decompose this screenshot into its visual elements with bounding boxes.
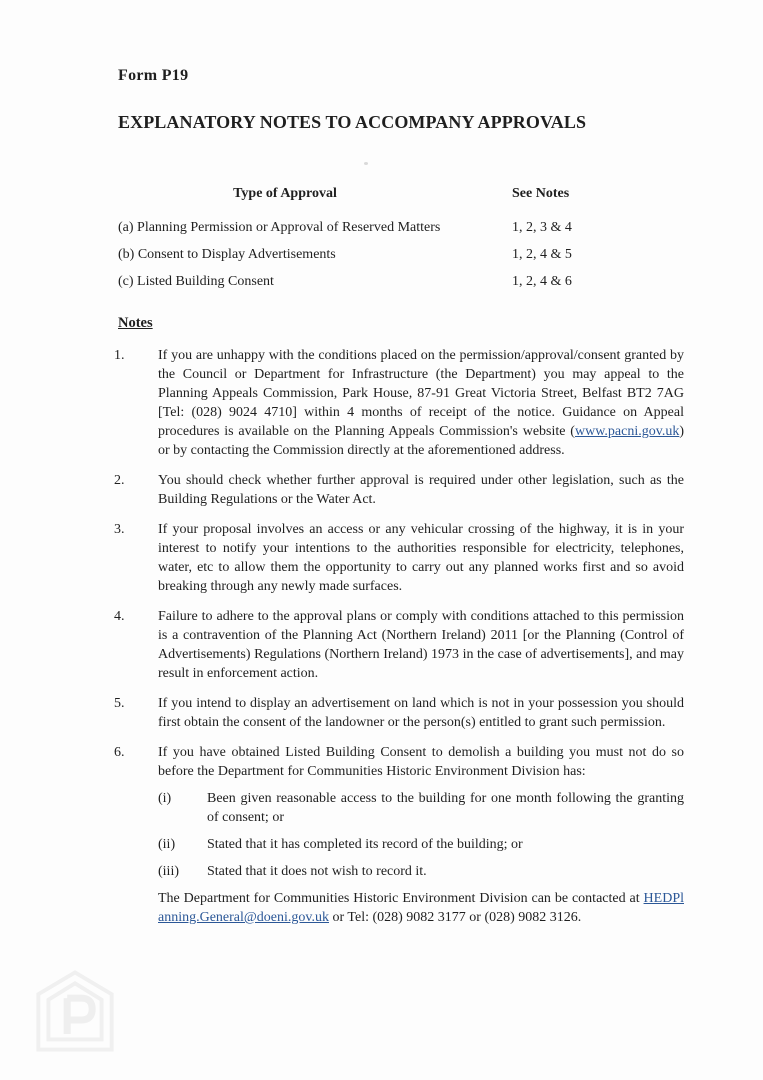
subitem-text: Stated that it does not wish to record it. xyxy=(207,864,427,879)
note-text xyxy=(158,346,684,460)
note-text: If you have obtained Listed Building Consent to demolish a building you must not do so before the Department for Communities Historic Environment Division has: xyxy=(158,745,684,779)
note-text: If you intend to display an advertisement on land which is not in your possession you should first obtain the consent of the landowner or the person(s) entitled to grant such permission. xyxy=(158,696,684,730)
note-number: 5. xyxy=(114,696,125,711)
approval-row-c xyxy=(118,272,684,291)
approval-type-cell: (b) Consent to Display Advertisements xyxy=(118,247,336,262)
note-number: 4. xyxy=(114,609,125,624)
see-notes-cell: 1, 2, 4 & 6 xyxy=(512,274,572,289)
note-text: You should check whether further approval is required under other legislation, such as the Building Regulations or the Water Act. xyxy=(158,473,684,507)
note-body xyxy=(158,743,684,927)
hed-email-link[interactable]: HEDPlanning.General@doeni.gov.uk xyxy=(158,891,684,925)
subitem-label: (i) xyxy=(158,791,172,806)
note-item-3 xyxy=(114,520,684,596)
document-title: EXPLANATORY NOTES TO ACCOMPANY APPROVALS xyxy=(118,112,587,132)
approval-row-a xyxy=(118,218,684,237)
subitem-text: Been given reasonable access to the building for one month following the granting of consent; or xyxy=(207,791,684,825)
column-header-type-of-approval: Type of Approval xyxy=(233,186,337,201)
note-6-contact-paragraph xyxy=(158,889,684,927)
see-notes-cell: 1, 2, 4 & 5 xyxy=(512,247,572,262)
note-text-segment: or Tel: (028) 9082 3177 or (028) 9082 3126. xyxy=(329,910,582,925)
note-number: 1. xyxy=(114,348,125,363)
approval-table-header-row xyxy=(118,184,684,203)
note-item-6 xyxy=(114,743,684,927)
note-subitem-iii xyxy=(158,862,684,881)
subitem-text: Stated that it has completed its record of the building; or xyxy=(207,837,523,852)
notes-heading: Notes xyxy=(118,315,153,331)
approval-type-cell: (a) Planning Permission or Approval of Reserved Matters xyxy=(118,220,441,235)
note-subitem-i xyxy=(158,789,684,827)
approval-table xyxy=(118,184,684,291)
note-text: Failure to adhere to the approval plans or comply with conditions attached to this permission is a contravention of the Planning Act (Northern Ireland) 2011 [or the Planning (Control of Advertisements) Regulations (Northern Ireland) 1973 in the case of advertisements], and may result in enforcement action. xyxy=(158,609,684,681)
planning-portal-house-p-watermark-icon xyxy=(36,970,114,1052)
note-subitem-ii xyxy=(158,835,684,854)
approval-row-b xyxy=(118,245,684,264)
note-number: 6. xyxy=(114,745,125,760)
see-notes-cell: 1, 2, 3 & 4 xyxy=(512,220,572,235)
subitem-label: (ii) xyxy=(158,837,176,852)
pacni-website-link[interactable]: www.pacni.gov.uk xyxy=(574,424,680,439)
approval-type-cell: (c) Listed Building Consent xyxy=(118,274,274,289)
note-text: If your proposal involves an access or any vehicular crossing of the highway, it is in your interest to notify your intentions to the authorities responsible for electricity, telephones, water, etc to allow them the opportunity to carry out any planned works first and so avoid breaking through any newly made surfaces. xyxy=(158,522,684,594)
scan-artifact-dot xyxy=(364,162,368,165)
note-number: 2. xyxy=(114,473,125,488)
column-header-see-notes: See Notes xyxy=(512,186,570,201)
form-number: Form P19 xyxy=(118,67,189,84)
note-item-2 xyxy=(114,471,684,509)
note-number: 3. xyxy=(114,522,125,537)
note-text-segment: If you are unhappy with the conditions placed on the permission/approval/consent granted by the Council or Department for Infrastructure (the Department) you may appeal to the Planning Appeals Commission, Park House, 87-91 Great Victoria Street, Belfast BT2 7AG [Tel: (028) 9024 4710] within 4 months of receipt of the notice. Guidance on Appeal procedures is available on the Planning Appeals Commission's website ( xyxy=(158,348,684,439)
note-item-1 xyxy=(114,346,684,460)
note-item-5 xyxy=(114,694,684,732)
note-item-4 xyxy=(114,607,684,683)
note-text-segment: ) or by contacting the Commission directly at the aforementioned address. xyxy=(158,424,684,458)
subitem-label: (iii) xyxy=(158,864,179,879)
note-text-segment: The Department for Communities Historic Environment Division can be contacted at xyxy=(158,891,644,906)
